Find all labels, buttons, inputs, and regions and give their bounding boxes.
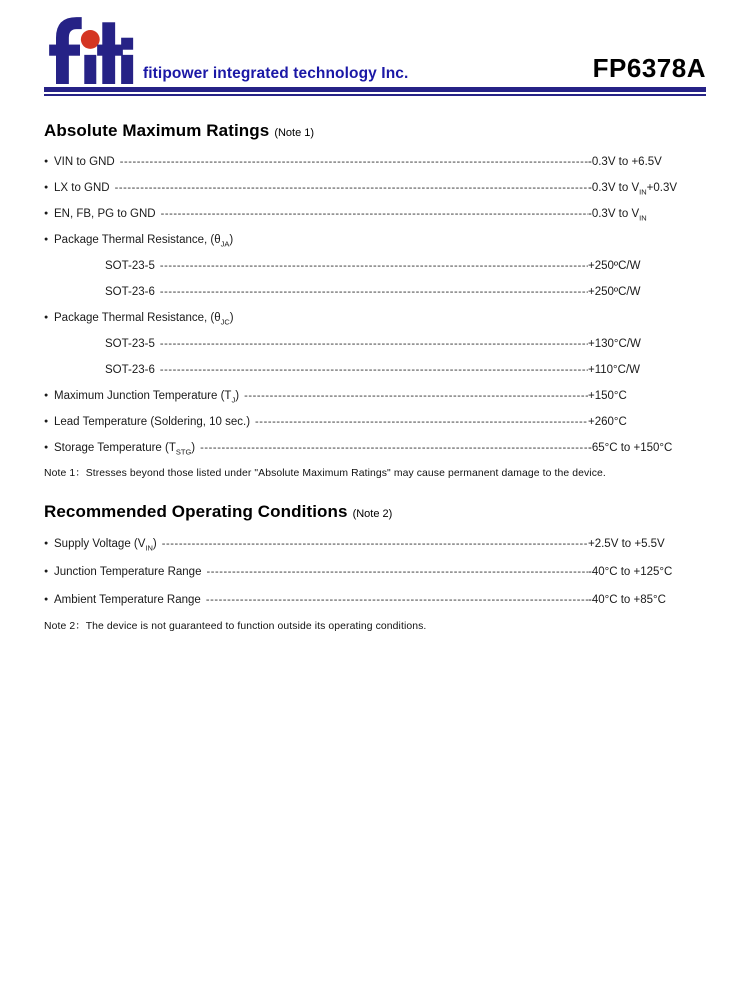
spec-row	[44, 305, 706, 331]
dash-leader	[155, 338, 588, 350]
bullet-icon	[44, 594, 54, 606]
spec-label: Package Thermal Resistance, $(\theta_{JA})$	[54, 234, 234, 249]
spec-label: SOT-23-6	[105, 286, 155, 298]
section-absolute-maximum-ratings	[44, 120, 706, 479]
spec-label: Maximum Junction Temperature $(T_J)$	[54, 390, 240, 405]
spec-value: +260°C	[588, 416, 627, 428]
header-rule-thin	[44, 94, 706, 96]
section-note: Note 1：Stresses beyond those listed under "Absolute Maximum Ratings" may cause permanent damage to the device.	[44, 468, 606, 479]
dash-leader	[155, 286, 588, 298]
spec-value: -65°C to +150°C	[588, 442, 673, 454]
header-rule-thick	[44, 87, 706, 92]
bullet-icon	[44, 538, 54, 550]
spec-label: Package Thermal Resistance, $(\theta_{JC})$	[54, 312, 234, 327]
spec-row	[44, 201, 706, 227]
dash-leader	[156, 208, 588, 220]
spec-value: -0.3V to +6.5V	[588, 156, 662, 168]
spec-value: -40°C to +85°C	[588, 594, 666, 606]
spec-row	[44, 149, 706, 175]
brand-block	[44, 12, 408, 84]
spec-label: Lead Temperature (Soldering, 10 sec.)	[54, 416, 251, 428]
dash-leader	[195, 442, 588, 454]
bullet-icon	[44, 234, 54, 246]
section-recommended-operating-conditions	[44, 501, 706, 632]
spec-row	[44, 357, 706, 383]
spec-row	[44, 227, 706, 253]
page-header	[44, 8, 706, 84]
spec-value: +250ºC/W	[588, 260, 641, 272]
dash-leader	[157, 538, 588, 550]
dash-leader	[250, 416, 588, 428]
section-title: Absolute Maximum Ratings (Note 1)	[44, 121, 315, 140]
bullet-icon	[44, 312, 54, 324]
dash-leader	[115, 156, 588, 168]
spec-row	[44, 175, 706, 201]
bullet-icon	[44, 390, 54, 402]
spec-value: +110°C/W	[588, 364, 641, 376]
spec-label: Ambient Temperature Range	[54, 594, 201, 606]
spec-label: SOT-23-6	[105, 364, 155, 376]
spec-value: +130°C/W	[588, 338, 641, 350]
spec-label: EN, FB, PG to GND	[54, 208, 156, 220]
dash-leader	[201, 566, 588, 578]
spec-value: +2.5V to +5.5V	[588, 538, 665, 550]
bullet-icon	[44, 416, 54, 428]
spec-label: SOT-23-5	[105, 338, 155, 350]
dash-leader	[155, 364, 588, 376]
spec-row	[44, 253, 706, 279]
bullet-icon	[44, 566, 54, 578]
spec-value: +250ºC/W	[588, 286, 641, 298]
dash-leader	[155, 260, 588, 272]
part-number: FP6378A	[592, 53, 706, 83]
spec-value: -0.3V to $V_{IN}+0.3V$	[588, 182, 678, 197]
bullet-icon	[44, 208, 54, 220]
section-note-ref: (Note 1)	[274, 127, 315, 139]
dash-leader	[201, 594, 588, 606]
section-title: Recommended Operating Conditions (Note 2)	[44, 502, 393, 521]
spec-label: SOT-23-5	[105, 260, 155, 272]
spec-row	[44, 331, 706, 357]
fiti-logo-icon	[44, 12, 140, 84]
section-note-ref: (Note 2)	[352, 508, 393, 520]
company-tagline: fitipower integrated technology Inc.	[143, 65, 409, 82]
section-note: Note 2：The device is not guaranteed to function outside its operating conditions.	[44, 621, 427, 632]
spec-row	[44, 383, 706, 409]
spec-row	[44, 409, 706, 435]
spec-value: +150°C	[588, 390, 627, 402]
bullet-icon	[44, 182, 54, 194]
spec-row	[44, 530, 706, 558]
spec-row	[44, 586, 706, 614]
spec-value: -40°C to +125°C	[588, 566, 673, 578]
spec-label: VIN to GND	[54, 156, 115, 168]
bullet-icon	[44, 442, 54, 454]
dash-leader	[110, 182, 588, 194]
spec-list	[44, 530, 706, 614]
spec-label: Storage Temperature $(T_{STG})$	[54, 442, 196, 457]
spec-row	[44, 435, 706, 461]
spec-row	[44, 279, 706, 305]
spec-list	[44, 149, 706, 461]
dash-leader	[239, 390, 588, 402]
spec-label: Supply Voltage $(V_{IN})$	[54, 538, 157, 553]
spec-label: Junction Temperature Range	[54, 566, 202, 578]
spec-row	[44, 558, 706, 586]
spec-value: -0.3V to $V_{IN}$	[588, 208, 647, 223]
bullet-icon	[44, 156, 54, 168]
spec-label: LX to GND	[54, 182, 110, 194]
